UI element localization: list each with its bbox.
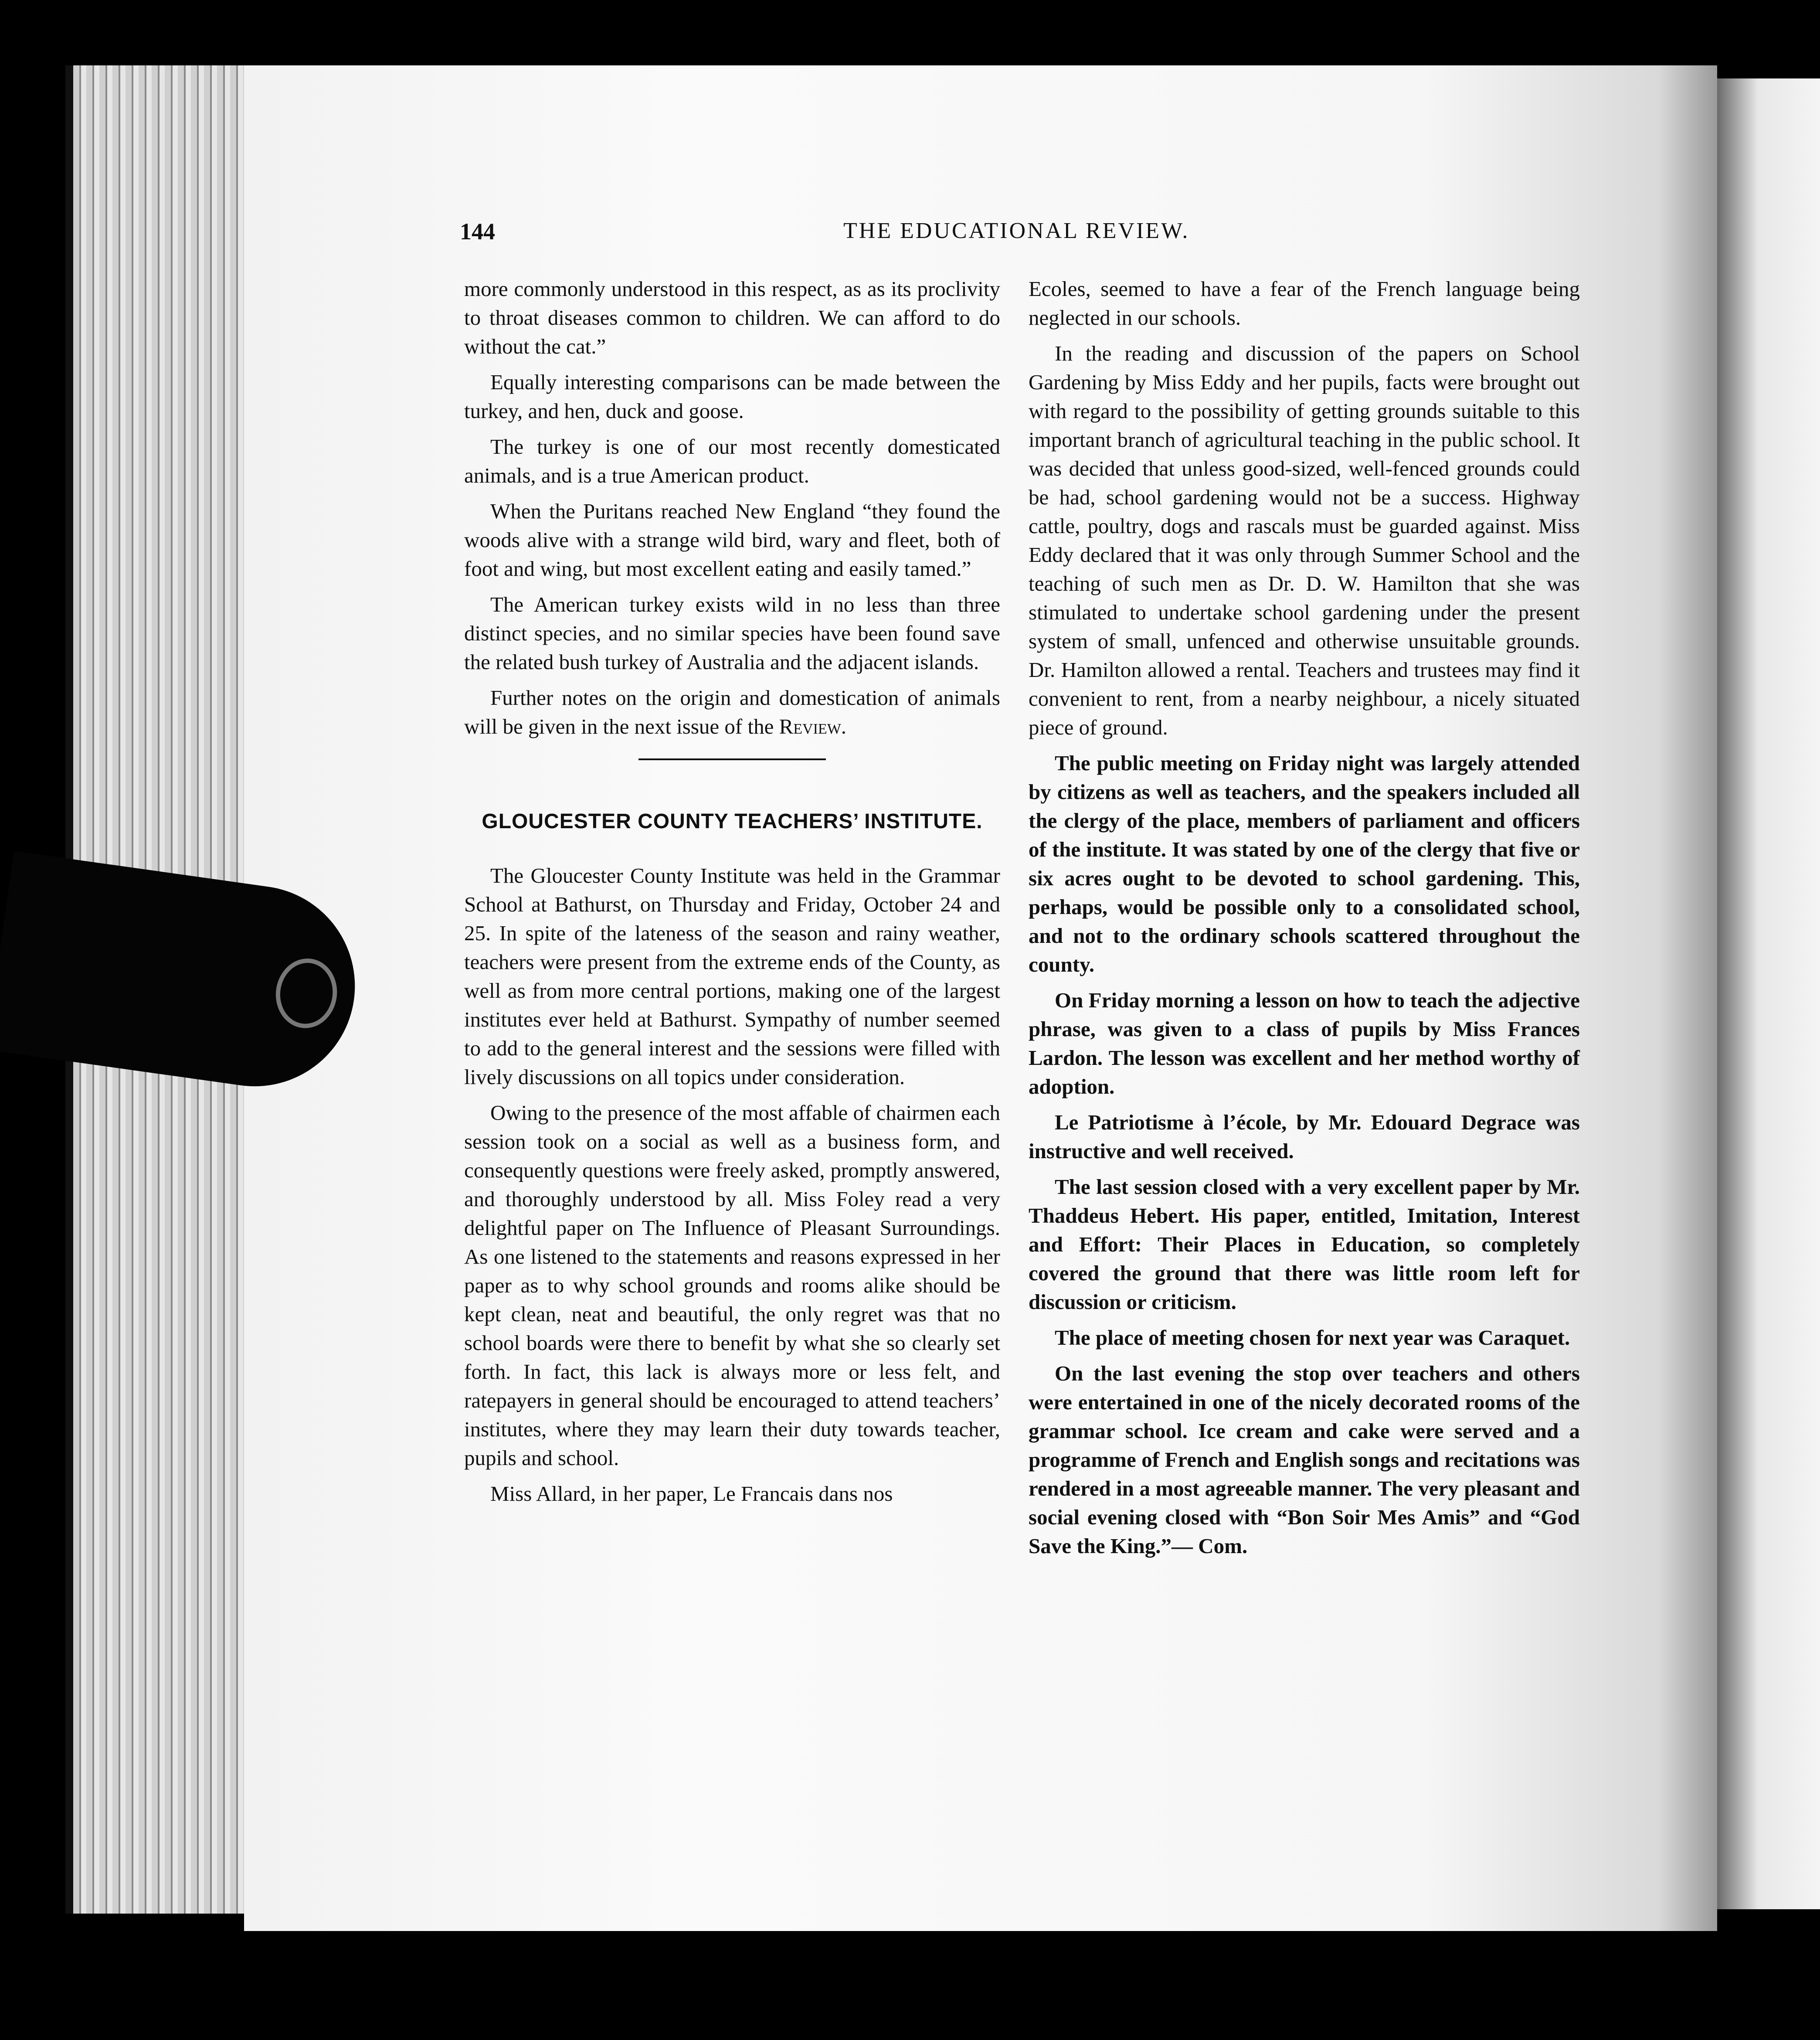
page-header [460,218,1253,262]
paragraph: On the last evening the stop over teachers and others were entertained in one of the nicely decorated rooms of the grammar school. Ice cream and cake were served and a programme of French and English songs and recitations was rendered in a most agreeable manner. The very pleasant and social evening closed with “Bon Soir Mes Amis” and “God Save the King.”— Com. [1029,1361,1580,1558]
paragraph: The place of meeting chosen for next year was Caraquet. [1055,1326,1570,1350]
left-column [464,275,1000,1515]
right-column [1029,275,1580,1567]
paragraph: In the reading and discussion of the papers on School Gardening by Miss Eddy and her pupils, facts were brought out with regard to the possibility of getting grounds suitable to this important branch of agricultural teaching in the public school. It was decided that unless good-sized, well-fenced grounds could be had, school gardening would not be a success. Highway cattle, poultry, dogs and rascals must be guarded against. Miss Eddy declared that it was only through Summer School and the teaching of such men as Dr. D. W. Hamilton that she was stimulated to undertake school gardening under the present system of small, unfenced and otherwise unsuitable grounds. Dr. Hamilton allowed a rental. Teachers and trustees may find it convenient to rent, from a nearby neighbour, a nicely situated piece of ground. [1029,341,1580,739]
facing-page-edge [1717,78,1820,1909]
paragraph: Owing to the presence of the most affable of chairmen each session took on a social as well as a business form, and consequently questions were freely asked, promptly answered, and thoroughly understood by all. Miss Foley read a very delightful paper on The Influence of Pleasant Surroundings. As one listened to the statements and reasons expressed in her paper as to why school grounds and rooms alike should be kept clean, neat and beautiful, the only regret was that no school boards were there to benefit by what she so clearly set forth. In fact, this lack is always more or less felt, and ratepayers in general should be encouraged to attend teachers’ institutes, where they may learn their duty towards teacher, pupils and school. [464,1101,1000,1470]
paragraph: The American turkey exists wild in no less than three distinct species, and no similar species have been found save the related bush turkey of Australia and the adjacent islands. [464,592,1000,674]
paragraph: Miss Allard, in her paper, Le Francais dans nos [490,1482,893,1506]
film-border-top [0,0,1820,65]
paragraph: Equally interesting comparisons can be made between the turkey, and hen, duck and goose. [464,370,1000,423]
paragraph: When the Puritans reached New England “they found the woods alive with a strange wild bird, wary and fleet, both of foot and wing, but most excellent eating and easily tamed.” [464,499,1000,581]
review-name: Review. [779,714,847,738]
paragraph: Ecoles, seemed to have a fear of the French language being neglected in our schools. [1029,277,1580,330]
paragraph: The Gloucester County Institute was held in the Grammar School at Bathurst, on Thursday and Friday, October 24 and 25. In spite of the lateness of the season and rainy weather, teachers were present from the extreme ends of the County, as well as from more central portions, making one of the largest institutes ever held at Bathurst. Sympathy of number seemed to add to the general interest and the sessions were filled with lively discussions on all topics under consideration. [464,864,1000,1089]
paragraph: The last session closed with a very excellent paper by Mr. Thaddeus Hebert. His paper, entitled, Imitation, Interest and Effort: Their Places in Education, so completely covered the ground that there was little room left for discussion or criticism. [1029,1175,1580,1314]
paragraph-text: Further notes on the origin and domestication of animals will be given in the next issue of the [464,686,1000,738]
article-title: GLOUCESTER COUNTY TEACHERS’ INSTITUTE. [482,810,983,833]
paragraph: The turkey is one of our most recently domesticated animals, and is a true American product. [464,435,1000,487]
paragraph: Le Patriotisme à l’école, by Mr. Edouard Degrace was instructive and well received. [1029,1110,1580,1163]
page-number: 144 [460,218,495,245]
paragraph: The public meeting on Friday night was largely attended by citizens as well as teachers, and the speakers included all the clergy of the place, members of parliament and officers of the institute. It was stated by one of the clergy that five or six acres ought to be devoted to school gardening. This, perhaps, would be possible only to a consolidated school, and not to the ordinary schools scattered throughout the county. [1029,751,1580,976]
paragraph: On Friday morning a lesson on how to teach the adjective phrase, was given to a class of pupils by Miss Frances Lardon. The lesson was excellent and her method worthy of adoption. [1029,988,1580,1098]
film-border-bottom [0,1935,1820,2040]
section-divider [638,758,826,760]
running-head: THE EDUCATIONAL REVIEW. [843,218,1190,243]
paragraph [464,683,1000,741]
paragraph: more commonly understood in this respect, as as its proclivity to throat diseases common to children. We can afford to do without the cat.” [464,277,1000,358]
